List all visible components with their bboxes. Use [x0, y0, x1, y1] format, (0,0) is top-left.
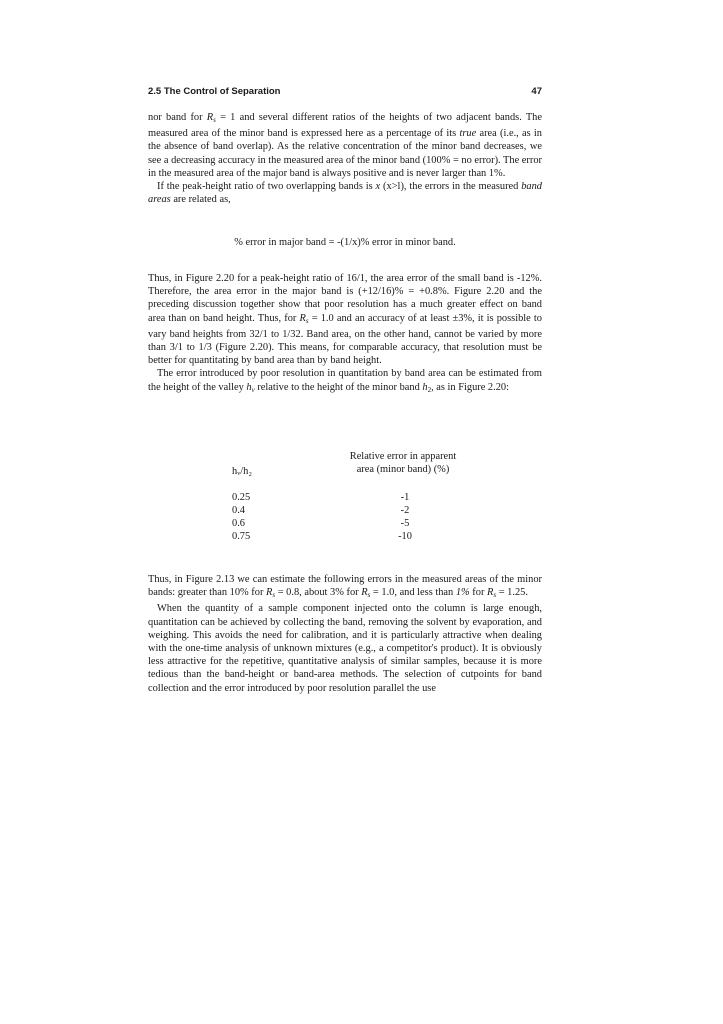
running-header [148, 86, 542, 100]
paragraph-5: Thus, in Figure 2.13 we can estimate the following errors in the measured areas of the minor bands: greater than 10% for $R_s = 0.8$, about 3% for $R_s = 1.0$, and less than 1% for $R_s = 1.25$. When the quantity of a sample component injected onto the column is large enough, quantitation can be achieved by collecting the band, removing the solvent by evaporation, and weighing. This avoids the need for calibration, and it is particularly attractive when dealing with the one-time analysis of unknown mixtures (e.g., a competitor's product). It is obviously less attractive for the repetitive, quantitative analysis of similar samples, because it is more tedious than the band-height or band-area methods. The selection of cutpoints for band collection and the error introduced by poor resolution parallel the use [148, 574, 542, 694]
error-table [148, 450, 542, 550]
table-cell-ratio: 0.6 [232, 518, 245, 529]
table-cell-ratio: 0.75 [232, 531, 251, 542]
paragraph-4: The error introduced by poor resolution in quantitation by band area can be estimated from the height of the valley $h_v$ relative to the height of the minor band $h_2$, as in Figure 2.20: [148, 368, 542, 394]
table-cell-error: -10 [398, 531, 412, 542]
paragraph-6: When the quantity of a sample component injected onto the column is large enough, quantitation can be achieved by collecting the band, removing the solvent by evaporation, and weighing. This avoids the need for calibration, and it is particularly attractive when dealing with the one-time analysis of unknown mixtures (e.g., a competitor's product). It is obviously less attractive for the repetitive, quantitative analysis of similar samples, because it is more tedious than the band-height or band-area methods. The selection of cutpoints for band collection and the error introduced by poor resolution parallel the use [148, 603, 542, 694]
table-cell-ratio: 0.25 [232, 492, 251, 503]
table-header-error: Relative error in apparent area (minor band) (%) [349, 451, 457, 476]
equation: % error in major band = -(1/x)% error in minor band. [234, 237, 456, 248]
table-cell-error: -5 [400, 518, 410, 529]
table-header-ratio: hᵥ/h₂ [232, 466, 252, 477]
paragraph-3: Thus, in Figure 2.20 for a peak-height ratio of 16/1, the area error of the small band is -12%. Therefore, the area error in the major band is (+12/16)% = +0.8%. Figure 2.20 and the preceding discussion together show that poor resolution has a much greater effect on band area than on band height. Thus, for $R_s = 1.0$ and an accuracy of at least ±3%, it is possible to vary band heights from 32/1 to 1/32. Band area, on the other hand, cannot be varied by more than 3/1 to 1/3 (Figure 2.20). This means, for comparable accuracy, that resolution must be better for quantitating by band area than by band height. The error introduced by poor resolution in quantitation by band area can be estimated from the height of the valley $h_v$ relative to the height of the minor band $h_2$, as in Figure 2.20: [148, 272, 542, 397]
paragraph-1: nor band for $R_s = 1$ and several different ratios of the heights of two adjacent bands. The measured area of the minor band is expressed here as a percentage of its true area (i.e., as in the absence of band overlap). As the relative concentration of the minor band decreases, we see a decreasing accuracy in the measured area of the minor band (100% = no error). The error in the measured area of the major band is always positive and is never larger than 1%. If the peak-height ratio of two overlapping bands is x (x>l), the errors in the measured band areas are related as, [148, 112, 542, 206]
table-cell-error: -2 [400, 505, 410, 516]
paragraph-2: If the peak-height ratio of two overlapping bands is x (x>l), the errors in the measured band areas are related as, [148, 181, 542, 206]
table-cell-error: -1 [400, 492, 410, 503]
table-cell-ratio: 0.4 [232, 505, 245, 516]
page-number: 47 [531, 86, 542, 97]
section-title: 2.5 The Control of Separation [148, 86, 281, 97]
